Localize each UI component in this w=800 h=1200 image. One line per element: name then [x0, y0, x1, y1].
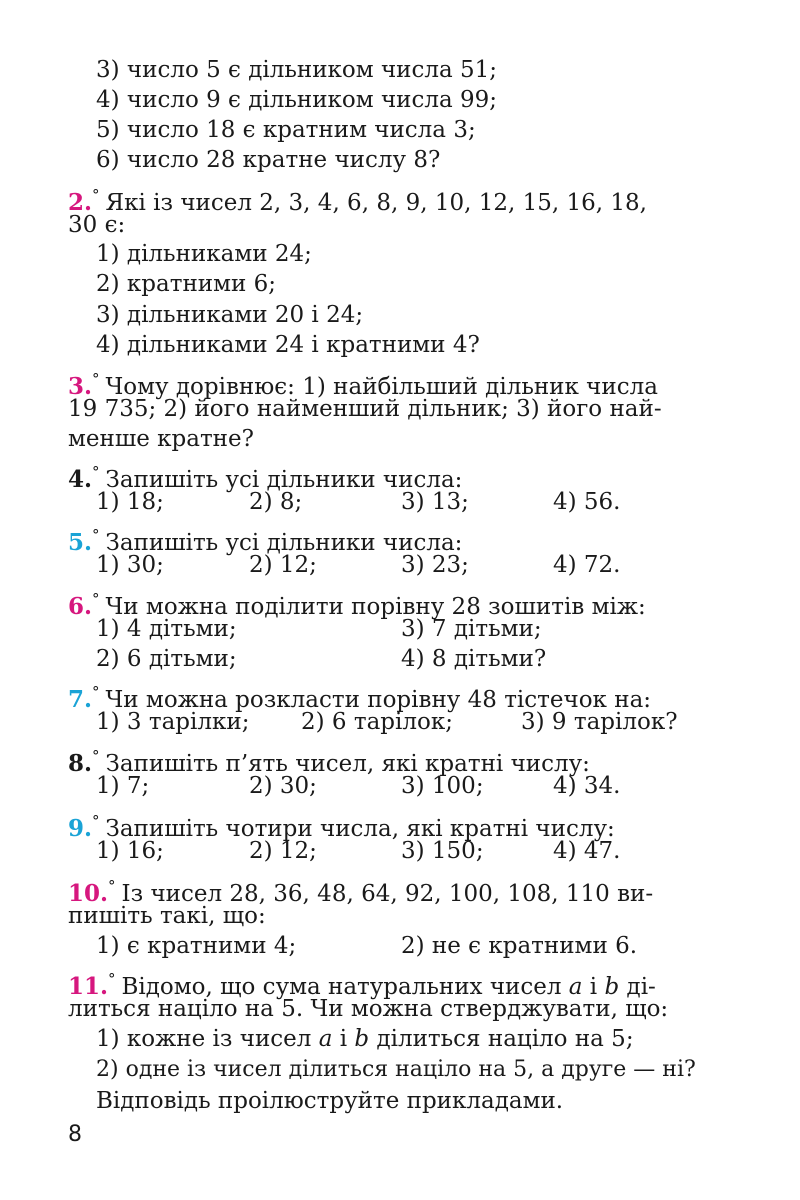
list-item: 2) 6 тарілок;: [301, 709, 453, 735]
list-item: 1) є кратними 4;: [96, 933, 297, 959]
list-item: 4) дільниками 24 і кратними 4?: [96, 332, 480, 358]
exercise-text: менше кратне?: [68, 426, 254, 452]
list-item: 1) 3 тарілки;: [96, 709, 250, 735]
difficulty-mark: °: [108, 970, 116, 988]
list-item-text: і: [332, 1026, 355, 1052]
exercise-text: Чи можна розкласти порівну 48 тістечок на:: [105, 687, 652, 713]
list-item: 3) 7 дітьми;: [401, 616, 542, 642]
exercise-number: 9.: [68, 815, 93, 842]
list-item: 4) 34.: [553, 773, 621, 799]
exercise-text: Чому дорівнює: 1) найбільший дільник числа: [105, 374, 658, 400]
list-item: 1) 18;: [96, 489, 164, 515]
exercise-text: Відповідь проілюструйте прикладами.: [96, 1088, 564, 1114]
list-item-text: ділиться націло на 5;: [369, 1026, 634, 1052]
difficulty-mark: °: [92, 526, 100, 544]
list-item: 2) не є кратними 6.: [401, 933, 638, 959]
exercise-number: 11.: [68, 973, 109, 1000]
list-item: [96, 1024, 634, 1054]
exercise-text: Запишіть п’ять чисел, які кратні числу:: [105, 751, 590, 777]
difficulty-mark: °: [92, 590, 100, 608]
list-item: 3) 9 тарілок?: [521, 709, 678, 735]
exercise-text: Які із чисел 2, 3, 4, 6, 8, 9, 10, 12, 15, 16, 18,: [105, 190, 647, 216]
exercise-text: пишіть такі, що:: [68, 903, 266, 929]
difficulty-mark: °: [108, 877, 116, 895]
list-item: 3) 150;: [401, 838, 484, 864]
list-item: 1) 30;: [96, 552, 164, 578]
exercise-text: Із чисел 28, 36, 48, 64, 92, 100, 108, 110 ви-: [121, 881, 654, 907]
exercise-text: ді-: [619, 974, 656, 1000]
exercise-number: 2.: [68, 189, 93, 216]
list-item: 4) 8 дітьми?: [401, 646, 547, 672]
difficulty-mark: °: [92, 463, 100, 481]
list-item: 1) 16;: [96, 838, 164, 864]
list-item: 4) 56.: [553, 489, 621, 515]
variable-b: b: [604, 974, 620, 1000]
list-item: 3) 23;: [401, 552, 469, 578]
list-item: 2) 12;: [249, 552, 317, 578]
list-item-text: 1) кожне із чисел: [96, 1026, 319, 1052]
exercise-number: 5.: [68, 529, 93, 556]
list-item: 3) 13;: [401, 489, 469, 515]
list-item: 3) число 5 є дільником числа 51;: [96, 57, 498, 83]
exercise-text: литься націло на 5. Чи можна стверджувати, що:: [68, 996, 669, 1022]
variable-a: a: [318, 1026, 333, 1052]
list-item: 6) число 28 кратне числу 8?: [96, 147, 441, 173]
difficulty-mark: °: [92, 370, 100, 388]
list-item: 3) 100;: [401, 773, 484, 799]
list-item: 2) 6 дітьми;: [96, 646, 237, 672]
list-item: 1) 7;: [96, 773, 150, 799]
list-item: 2) 8;: [249, 489, 303, 515]
exercise-number: 10.: [68, 880, 109, 907]
difficulty-mark: °: [92, 747, 100, 765]
exercise-number: 3.: [68, 373, 93, 400]
exercise-text: Запишіть усі дільники числа:: [105, 467, 463, 493]
exercise-text: 30 є:: [68, 212, 126, 238]
exercise-number: 7.: [68, 686, 93, 713]
list-item: 3) дільниками 20 і 24;: [96, 302, 364, 328]
exercise-number: 4.: [68, 466, 93, 493]
variable-b: b: [354, 1026, 370, 1052]
page-number: 8: [68, 1122, 82, 1147]
exercise-number: 8.: [68, 750, 93, 777]
list-item: 5) число 18 є кратним числа 3;: [96, 117, 476, 143]
list-item: 2) одне із чисел ділиться націло на 5, а друге — ні?: [96, 1057, 696, 1082]
list-item: 2) 12;: [249, 838, 317, 864]
exercise-text: Чи можна поділити порівну 28 зошитів між:: [105, 594, 646, 620]
exercise-text: Відомо, що сума натуральних чисел: [121, 974, 569, 1000]
list-item: 2) 30;: [249, 773, 317, 799]
difficulty-mark: °: [92, 683, 100, 701]
list-item: 4) 47.: [553, 838, 621, 864]
difficulty-mark: °: [92, 812, 100, 830]
exercise-number: 6.: [68, 593, 93, 620]
list-item: 2) кратними 6;: [96, 271, 277, 297]
list-item: 1) 4 дітьми;: [96, 616, 237, 642]
list-item: 4) число 9 є дільником числа 99;: [96, 87, 498, 113]
exercise-2: [68, 180, 647, 218]
exercise-text: 19 735; 2) його найменший дільник; 3) його най-: [68, 396, 662, 422]
exercise-text: Запишіть усі дільники числа:: [105, 530, 463, 556]
list-item: 4) 72.: [553, 552, 621, 578]
list-item: 1) дільниками 24;: [96, 241, 312, 267]
difficulty-mark: °: [92, 186, 100, 204]
exercise-text: і: [582, 974, 605, 1000]
variable-a: a: [568, 974, 583, 1000]
exercise-text: Запишіть чотири числа, які кратні числу:: [105, 816, 615, 842]
